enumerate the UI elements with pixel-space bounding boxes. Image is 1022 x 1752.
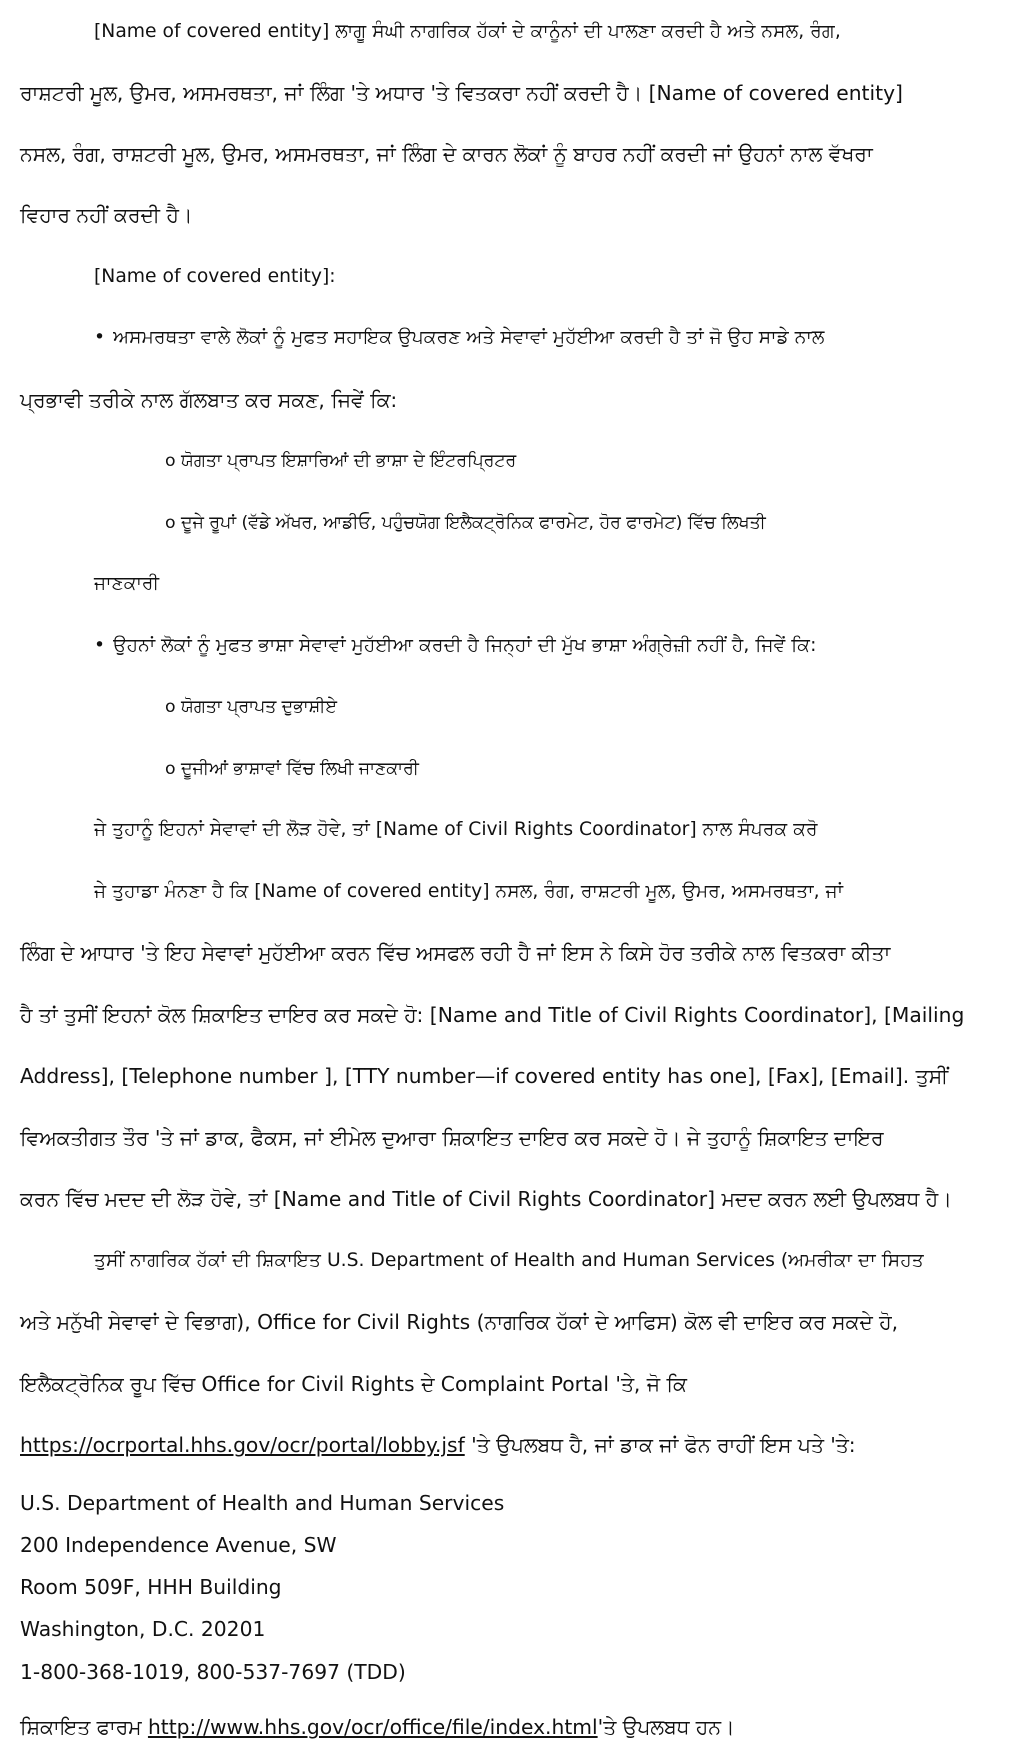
ocr-line-1: ਤੁਸੀਂ ਨਾਗਰਿਕ ਹੱਕਾਂ ਦੀ ਸ਼ਿਕਾਇਤ U.S. Department of Health and Human Services (ਅਮਰੀਕਾ ਦਾ ਸਿਹਤ <box>94 1250 924 1271</box>
grievance-line-5: ਵਿਅਕਤੀਗਤ ਤੌਰ 'ਤੇ ਜਾਂ ਡਾਕ, ਫੈਕਸ, ਜਾਂ ਈਮੇਲ ਦੁਆਰਾ ਸ਼ਿਕਾਇਤ ਦਾਇਰ ਕਰ ਸਕਦੇ ਹੋ। ਜੇ ਤੁਹਾਨੂੰ ਸ਼ਿਕਾਇਤ ਦਾਇਰ <box>20 1126 884 1150</box>
nondiscrimination-line-3: ਨਸਲ, ਰੰਗ, ਰਾਸ਼ਟਰੀ ਮੂਲ, ਉਮਰ, ਅਸਮਰਥਤਾ, ਜਾਂ ਲਿੰਗ ਦੇ ਕਾਰਨ ਲੋਕਾਂ ਨੂੰ ਬਾਹਰ ਨਹੀਂ ਕਰਦੀ ਜਾਂ ਉਹਨਾਂ ਨਾਲ ਵੱਖਰਾ <box>20 142 873 166</box>
address-line-2: 200 Independence Avenue, SW <box>20 1533 337 1557</box>
disability-sub-item-2: o ਦੂਜੇ ਰੂਪਾਂ (ਵੱਡੇ ਅੱਖਰ, ਆਡੀਓ, ਪਹੁੰਚਯੋਗ ਇਲੈਕਟ੍ਰੋਨਿਕ ਫਾਰਮੇਟ, ਹੋਰ ਫਾਰਮੇਟ) ਵਿੱਚ ਲਿਖਤੀ <box>165 513 766 533</box>
disability-line-1: ਅਸਮਰਥਤਾ ਵਾਲੇ ਲੋਕਾਂ ਨੂੰ ਮੁਫਤ ਸਹਾਇਕ ਉਪਕਰਣ ਅਤੇ ਸੇਵਾਵਾਂ ਮੁਹੱਈਆ ਕਰਦੀ ਹੈ ਤਾਂ ਜੋ ਉਹ ਸਾਡੇ ਨਾਲ <box>113 327 825 348</box>
disability-sub-item-2-cont: ਜਾਣਕਾਰੀ <box>94 573 160 594</box>
address-phone: 1-800-368-1019, 800-537-7697 (TDD) <box>20 1660 406 1684</box>
ocr-portal-link[interactable]: https://ocrportal.hhs.gov/ocr/portal/lobby.jsf <box>20 1433 465 1457</box>
ocr-line-3: ਇਲੈਕਟ੍ਰੋਨਿਕ ਰੂਪ ਵਿੱਚ Office for Civil Rights ਦੇ Complaint Portal 'ਤੇ, ਜੋ ਕਿ <box>20 1372 687 1396</box>
grievance-line-6: ਕਰਨ ਵਿੱਚ ਮਦਦ ਦੀ ਲੋੜ ਹੋਵੇ, ਤਾਂ [Name and Title of Civil Rights Coordinator] ਮਦਦ ਕਰਨ ਲਈ ਉਪਲਬਧ ਹੈ। <box>20 1187 952 1211</box>
forms-line <box>0 1713 1022 1741</box>
nondiscrimination-line-1: [Name of covered entity] ਲਾਗੂ ਸੰਘੀ ਨਾਗਰਿਕ ਹੱਕਾਂ ਦੇ ਕਾਨੂੰਨਾਂ ਦੀ ਪਾਲਣਾ ਕਰਦੀ ਹੈ ਅਤੇ ਨਸਲ, ਰੰਗ, <box>94 21 841 42</box>
address-line-3: Room 509F, HHH Building <box>20 1575 282 1599</box>
ocr-line-2: ਅਤੇ ਮਨੁੱਖੀ ਸੇਵਾਵਾਂ ਦੇ ਵਿਭਾਗ), Office for Civil Rights (ਨਾਗਰਿਕ ਹੱਕਾਂ ਦੇ ਆਫਿਸ) ਕੋਲ ਵੀ ਦਾਇਰ ਕਰ ਸਕਦੇ ਹੋ, <box>20 1310 899 1334</box>
ocr-portal-suffix: 'ਤੇ ਉਪਲਬਧ ਹੈ, ਜਾਂ ਡਾਕ ਜਾਂ ਫੋਨ ਰਾਹੀਂ ਇਸ ਪਤੇ 'ਤੇ: <box>464 1433 856 1457</box>
grievance-line-2: ਲਿੰਗ ਦੇ ਆਧਾਰ 'ਤੇ ਇਹ ਸੇਵਾਵਾਂ ਮੁਹੱਈਆ ਕਰਨ ਵਿੱਚ ਅਸਫਲ ਰਹੀ ਹੈ ਜਾਂ ਇਸ ਨੇ ਕਿਸੇ ਹੋਰ ਤਰੀਕੇ ਨਾਲ ਵਿਤਕਰਾ ਕੀਤਾ <box>20 941 891 965</box>
language-sub-item-2: o ਦੂਜੀਆਂ ਭਾਸ਼ਾਵਾਂ ਵਿੱਚ ਲਿਖੀ ਜਾਣਕਾਰੀ <box>165 759 419 779</box>
disability-bullet-line <box>0 324 1022 352</box>
disability-line-2: ਪ੍ਰਭਾਵੀ ਤਰੀਕੇ ਨਾਲ ਗੱਲਬਾਤ ਕਰ ਸਕਣ, ਜਿਵੇਂ ਕਿ: <box>20 388 398 412</box>
address-line-4: Washington, D.C. 20201 <box>20 1617 266 1641</box>
language-line-1: ਉਹਨਾਂ ਲੋਕਾਂ ਨੂੰ ਮੁਫਤ ਭਾਸ਼ਾ ਸੇਵਾਵਾਂ ਮੁਹੱਈਆ ਕਰਦੀ ਹੈ ਜਿਨ੍ਹਾਂ ਦੀ ਮੁੱਖ ਭਾਸ਼ਾ ਅੰਗ੍ਰੇਜ਼ੀ ਨਹੀਂ ਹੈ, ਜਿਵੇਂ ਕਿ: <box>113 635 817 656</box>
ocr-portal-line <box>0 1431 1022 1459</box>
grievance-line-1: ਜੇ ਤੁਹਾਡਾ ਮੰਨਣਾ ਹੈ ਕਿ [Name of covered entity] ਨਸਲ, ਰੰਗ, ਰਾਸ਼ਟਰੀ ਮੂਲ, ਉਮਰ, ਅਸਮਰਥਤਾ, ਜਾਂ <box>94 881 844 902</box>
language-sub-item-1: o ਯੋਗਤਾ ਪ੍ਰਾਪਤ ਦੁਭਾਸ਼ੀਏ <box>165 697 337 717</box>
grievance-line-3: ਹੈ ਤਾਂ ਤੁਸੀਂ ਇਹਨਾਂ ਕੋਲ ਸ਼ਿਕਾਇਤ ਦਾਇਰ ਕਰ ਸਕਦੇ ਹੋ: [Name and Title of Civil Rights Coordinator], [Mailing <box>20 1003 965 1027</box>
forms-link[interactable]: http://www.hhs.gov/ocr/office/file/index.html <box>147 1715 598 1739</box>
bullet-marker: • <box>94 635 106 656</box>
contact-coordinator: ਜੇ ਤੁਹਾਨੂੰ ਇਹਨਾਂ ਸੇਵਾਵਾਂ ਦੀ ਲੋੜ ਹੋਵੇ, ਤਾਂ [Name of Civil Rights Coordinator] ਨਾਲ ਸੰਪਰਕ ਕਰੋ <box>94 819 818 840</box>
bullet-marker: • <box>94 327 106 348</box>
address-line-1: U.S. Department of Health and Human Services <box>20 1491 505 1515</box>
entity-heading: [Name of covered entity]: <box>94 266 336 287</box>
nondiscrimination-line-2: ਰਾਸ਼ਟਰੀ ਮੂਲ, ਉਮਰ, ਅਸਮਰਥਤਾ, ਜਾਂ ਲਿੰਗ 'ਤੇ ਅਧਾਰ 'ਤੇ ਵਿਤਕਰਾ ਨਹੀਂ ਕਰਦੀ ਹੈ। [Name of covered entity] <box>20 81 903 105</box>
forms-suffix: 'ਤੇ ਉਪਲਬਧ ਹਨ। <box>597 1715 735 1739</box>
nondiscrimination-line-4: ਵਿਹਾਰ ਨਹੀਂ ਕਰਦੀ ਹੈ। <box>20 203 193 227</box>
language-bullet-line <box>0 632 1022 660</box>
forms-prefix: ਸ਼ਿਕਾਇਤ ਫਾਰਮ <box>20 1715 148 1739</box>
disability-sub-item-1: o ਯੋਗਤਾ ਪ੍ਰਾਪਤ ਇਸ਼ਾਰਿਆਂ ਦੀ ਭਾਸ਼ਾ ਦੇ ਇੰਟਰਪ੍ਰਿਟਰ <box>165 451 517 471</box>
grievance-line-4: Address], [Telephone number ], [TTY number—if covered entity has one], [Fax], [Email]. ਤੁਸੀਂ <box>20 1064 949 1088</box>
